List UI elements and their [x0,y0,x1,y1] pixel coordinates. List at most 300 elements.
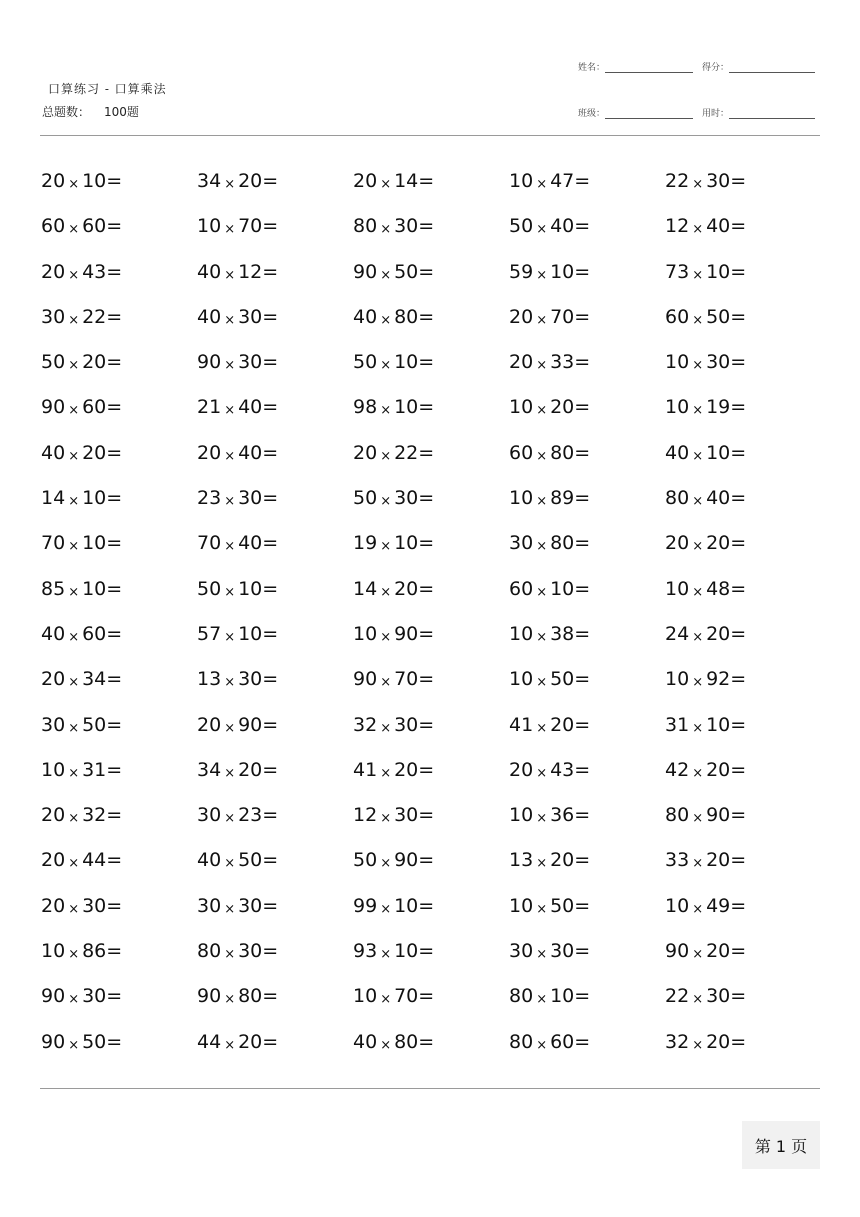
equals-sign: = [418,804,435,827]
times-sign: × [692,358,704,374]
times-sign: × [692,629,704,645]
equals-sign: = [574,849,591,872]
times-sign: × [68,1037,80,1053]
equals-sign: = [106,170,123,192]
equals-sign: = [106,305,123,328]
problem-item [665,714,746,736]
footer-divider [40,1088,820,1089]
operand-a: 50 [353,487,378,510]
operand-a: 14 [353,577,378,600]
operand-a: 10 [665,351,690,374]
operand-b: 20 [238,170,263,192]
problem-item [353,759,434,781]
operand-a: 22 [665,170,690,192]
problem-item [197,895,278,917]
times-sign: × [68,629,80,645]
times-sign: × [224,222,236,238]
operand-b: 30 [238,940,263,963]
problem-row [40,841,820,886]
operand-a: 30 [41,305,66,328]
problem-item [353,668,434,690]
operand-b: 31 [82,758,107,781]
equals-sign: = [262,396,279,419]
times-sign: × [536,494,548,510]
operand-a: 24 [665,622,690,645]
operand-a: 10 [509,170,534,192]
problem-item [41,215,122,237]
operand-b: 43 [82,260,107,283]
operand-a: 10 [665,894,690,917]
equals-sign: = [574,351,591,374]
problem-item [509,804,590,826]
times-sign: × [68,222,80,238]
problem-item [509,578,590,600]
equals-sign: = [418,713,435,736]
time-label: 用时： [702,109,730,119]
operand-b: 10 [706,441,731,464]
equals-sign: = [418,622,435,645]
problem-item [353,804,434,826]
times-sign: × [68,494,80,510]
operand-a: 20 [509,305,534,328]
problem-item [353,985,434,1007]
problem-row [40,253,820,298]
operand-b: 23 [238,804,263,827]
equals-sign: = [106,441,123,464]
operand-a: 50 [197,577,222,600]
times-sign: × [536,720,548,736]
operand-b: 80 [394,1030,419,1053]
equals-sign: = [730,170,747,192]
problem-item [665,442,746,464]
operand-a: 20 [41,260,66,283]
operand-a: 85 [41,577,66,600]
operand-b: 30 [82,985,107,1008]
score-blank[interactable] [729,62,815,73]
times-sign: × [68,901,80,917]
operand-a: 40 [353,305,378,328]
problem-row [40,660,820,705]
problem-item [509,623,590,645]
times-sign: × [68,992,80,1008]
operand-b: 36 [550,804,575,827]
time-blank[interactable] [729,108,815,119]
times-sign: × [224,403,236,419]
times-sign: × [380,358,392,374]
operand-a: 30 [197,804,222,827]
operand-b: 10 [550,985,575,1008]
operand-a: 20 [41,170,66,192]
problem-row [40,479,820,524]
equals-sign: = [262,668,279,691]
equals-sign: = [106,894,123,917]
equals-sign: = [730,487,747,510]
problem-item [665,306,746,328]
problem-item [353,578,434,600]
times-sign: × [380,494,392,510]
equals-sign: = [574,170,591,192]
equals-sign: = [106,215,123,238]
name-field[interactable] [578,60,693,73]
operand-a: 19 [353,532,378,555]
operand-a: 10 [509,487,534,510]
time-field[interactable] [702,106,815,119]
operand-a: 41 [353,758,378,781]
operand-a: 60 [41,215,66,238]
operand-b: 10 [82,170,107,192]
problem-item [665,1031,746,1053]
times-sign: × [380,584,392,600]
equals-sign: = [262,713,279,736]
operand-a: 98 [353,396,378,419]
equals-sign: = [106,940,123,963]
operand-b: 30 [550,940,575,963]
problem-item [665,578,746,600]
operand-a: 80 [353,215,378,238]
equals-sign: = [262,487,279,510]
times-sign: × [224,901,236,917]
equals-sign: = [730,351,747,374]
times-sign: × [224,765,236,781]
score-label: 得分： [702,63,730,73]
problem-item [197,442,278,464]
operand-a: 30 [509,940,534,963]
equals-sign: = [730,305,747,328]
times-sign: × [68,947,80,963]
header-divider [40,135,820,136]
operand-b: 10 [82,532,107,555]
equals-sign: = [262,894,279,917]
equals-sign: = [730,396,747,419]
times-sign: × [380,177,392,192]
equals-sign: = [418,351,435,374]
operand-a: 40 [197,260,222,283]
operand-a: 50 [353,849,378,872]
operand-a: 20 [41,804,66,827]
operand-a: 93 [353,940,378,963]
equals-sign: = [574,622,591,645]
problem-item [41,849,122,871]
times-sign: × [68,811,80,827]
operand-b: 70 [394,985,419,1008]
operand-a: 50 [41,351,66,374]
equals-sign: = [574,577,591,600]
operand-a: 80 [509,1030,534,1053]
times-sign: × [224,720,236,736]
times-sign: × [536,629,548,645]
problem-item [353,849,434,871]
times-sign: × [380,629,392,645]
operand-a: 10 [665,668,690,691]
times-sign: × [224,448,236,464]
operand-a: 80 [197,940,222,963]
problem-item [197,804,278,826]
operand-a: 90 [353,668,378,691]
operand-b: 20 [394,758,419,781]
operand-b: 10 [550,577,575,600]
operand-a: 10 [41,940,66,963]
operand-b: 20 [550,849,575,872]
equals-sign: = [730,713,747,736]
problem-item [41,714,122,736]
problem-row [40,207,820,252]
times-sign: × [224,992,236,1008]
operand-a: 20 [509,758,534,781]
operand-b: 90 [394,849,419,872]
operand-b: 70 [550,305,575,328]
problem-item [197,170,278,192]
problem-item [41,804,122,826]
times-sign: × [536,992,548,1008]
equals-sign: = [262,305,279,328]
operand-b: 20 [706,622,731,645]
operand-a: 60 [509,577,534,600]
problem-row [40,388,820,433]
times-sign: × [380,765,392,781]
times-sign: × [380,222,392,238]
times-sign: × [536,222,548,238]
times-sign: × [380,992,392,1008]
equals-sign: = [106,622,123,645]
problem-row [40,570,820,615]
times-sign: × [692,901,704,917]
operand-b: 14 [394,170,419,192]
operand-a: 60 [509,441,534,464]
equals-sign: = [574,894,591,917]
equals-sign: = [730,622,747,645]
times-sign: × [536,584,548,600]
operand-a: 32 [353,713,378,736]
total-label: 总题数： [42,105,91,119]
name-blank[interactable] [605,62,693,73]
times-sign: × [68,584,80,600]
equals-sign: = [730,577,747,600]
operand-b: 30 [238,305,263,328]
equals-sign: = [262,351,279,374]
equals-sign: = [106,351,123,374]
times-sign: × [692,811,704,827]
operand-b: 86 [82,940,107,963]
problem-item [665,804,746,826]
operand-a: 80 [665,487,690,510]
times-sign: × [692,448,704,464]
times-sign: × [224,584,236,600]
name-label: 姓名： [578,63,606,73]
equals-sign: = [574,305,591,328]
operand-a: 20 [665,532,690,555]
problem-item [353,532,434,554]
problem-item [353,261,434,283]
problem-item [41,940,122,962]
times-sign: × [536,177,548,192]
operand-b: 10 [706,713,731,736]
problem-item [41,170,122,192]
problem-item [41,532,122,554]
times-sign: × [68,765,80,781]
equals-sign: = [730,940,747,963]
times-sign: × [536,403,548,419]
operand-b: 10 [394,396,419,419]
operand-a: 13 [197,668,222,691]
operand-b: 40 [238,441,263,464]
problem-item [509,487,590,509]
problem-row [40,434,820,479]
times-sign: × [68,856,80,872]
problem-item [665,396,746,418]
problem-item [197,351,278,373]
problem-item [509,396,590,418]
times-sign: × [692,992,704,1008]
operand-a: 34 [197,170,222,192]
operand-a: 50 [509,215,534,238]
equals-sign: = [106,804,123,827]
problem-item [41,895,122,917]
operand-b: 32 [82,804,107,827]
times-sign: × [224,675,236,691]
operand-a: 10 [353,985,378,1008]
problem-item [197,215,278,237]
equals-sign: = [574,758,591,781]
times-sign: × [380,312,392,328]
operand-b: 60 [550,1030,575,1053]
operand-b: 10 [238,622,263,645]
operand-b: 33 [550,351,575,374]
problem-item [41,351,122,373]
operand-a: 10 [353,622,378,645]
problem-row [40,298,820,343]
operand-a: 10 [509,622,534,645]
equals-sign: = [262,215,279,238]
equals-sign: = [106,758,123,781]
problem-item [509,532,590,554]
operand-b: 10 [238,577,263,600]
equals-sign: = [418,532,435,555]
equals-sign: = [106,487,123,510]
equals-sign: = [418,758,435,781]
equals-sign: = [106,849,123,872]
equals-sign: = [262,622,279,645]
operand-b: 50 [706,305,731,328]
operand-a: 20 [197,713,222,736]
problem-item [353,351,434,373]
problem-item [41,487,122,509]
times-sign: × [536,901,548,917]
operand-b: 49 [706,894,731,917]
problem-item [509,1031,590,1053]
times-sign: × [380,448,392,464]
problem-row [40,796,820,841]
problem-item [197,849,278,871]
operand-a: 42 [665,758,690,781]
times-sign: × [68,358,80,374]
problem-item [353,396,434,418]
equals-sign: = [262,1030,279,1053]
problem-item [353,487,434,509]
equals-sign: = [730,441,747,464]
problem-item [509,714,590,736]
times-sign: × [692,1037,704,1053]
total-count [42,103,139,120]
times-sign: × [536,856,548,872]
problem-item [353,1031,434,1053]
operand-b: 47 [550,170,575,192]
equals-sign: = [574,985,591,1008]
operand-b: 48 [706,577,731,600]
operand-b: 20 [82,351,107,374]
times-sign: × [68,267,80,283]
operand-b: 80 [394,305,419,328]
score-field[interactable] [702,60,815,73]
operand-a: 40 [665,441,690,464]
times-sign: × [692,765,704,781]
operand-a: 20 [509,351,534,374]
problem-item [665,623,746,645]
times-sign: × [380,720,392,736]
times-sign: × [380,856,392,872]
equals-sign: = [574,713,591,736]
operand-a: 10 [665,396,690,419]
problem-item [509,351,590,373]
problem-item [509,940,590,962]
problem-item [353,714,434,736]
operand-b: 89 [550,487,575,510]
class-blank[interactable] [605,108,693,119]
class-label: 班级： [578,109,606,119]
operand-b: 20 [706,940,731,963]
operand-a: 90 [197,985,222,1008]
operand-b: 20 [706,1030,731,1053]
problem-row [40,615,820,660]
operand-a: 34 [197,758,222,781]
operand-a: 70 [41,532,66,555]
times-sign: × [224,539,236,555]
times-sign: × [380,1037,392,1053]
problem-item [41,623,122,645]
operand-b: 30 [706,170,731,192]
problem-item [665,759,746,781]
operand-a: 12 [665,215,690,238]
operand-b: 30 [394,804,419,827]
equals-sign: = [574,1030,591,1053]
equals-sign: = [418,1030,435,1053]
operand-b: 19 [706,396,731,419]
operand-a: 90 [41,396,66,419]
problem-item [353,306,434,328]
operand-b: 10 [82,487,107,510]
problem-item [353,215,434,237]
problem-item [197,759,278,781]
problem-row [40,977,820,1022]
problem-row [40,1023,820,1068]
class-field[interactable] [578,106,693,119]
operand-b: 40 [238,396,263,419]
problem-grid [40,162,820,1068]
problem-item [509,215,590,237]
equals-sign: = [574,804,591,827]
operand-b: 22 [82,305,107,328]
equals-sign: = [418,170,435,192]
problem-item [665,487,746,509]
problem-item [665,532,746,554]
times-sign: × [536,675,548,691]
times-sign: × [536,267,548,283]
equals-sign: = [106,396,123,419]
operand-b: 20 [706,532,731,555]
problem-item [353,895,434,917]
equals-sign: = [418,441,435,464]
equals-sign: = [418,940,435,963]
operand-a: 32 [665,1030,690,1053]
